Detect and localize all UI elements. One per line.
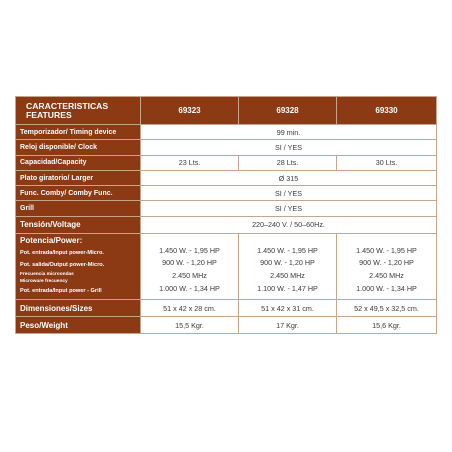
- turntable-value: Ø 315: [141, 170, 437, 185]
- power-value: 1.450 W. - 1,95 HP: [257, 245, 318, 255]
- power-value: 1.000 W. - 1,34 HP: [159, 283, 220, 293]
- dimensions-value: 51 x 42 x 28 cm.: [141, 300, 239, 317]
- timer-label: Temporizador/ Timing device: [16, 125, 141, 140]
- capacity-label: Capacidad/Capacity: [16, 155, 141, 170]
- dimensions-row: [16, 300, 437, 317]
- power-value: 2.450 MHz: [172, 270, 207, 280]
- power-value: 2.450 MHz: [270, 270, 305, 280]
- clock-label: Reloj disponible/ Clock: [16, 140, 141, 155]
- dimensions-label: Dimensiones/Sizes: [16, 300, 141, 317]
- power-value: 1.000 W. - 1,34 HP: [356, 283, 417, 293]
- power-values: [337, 233, 437, 299]
- power-value: 900 W. - 1,20 HP: [162, 258, 217, 268]
- combi-row: [16, 186, 437, 201]
- combi-label: Func. Comby/ Comby Func.: [16, 186, 141, 201]
- weight-row: [16, 317, 437, 334]
- power-value: 1.450 W. - 1,95 HP: [356, 245, 417, 255]
- model-header: 69323: [141, 97, 239, 125]
- voltage-label: Tensión/Voltage: [16, 216, 141, 233]
- timer-row: [16, 125, 437, 140]
- power-label-block: [16, 233, 141, 299]
- clock-value: SI / YES: [141, 140, 437, 155]
- power-line-input-micro: Pot. entrada/Input power-Micro.: [20, 249, 104, 256]
- features-heading-line1: CARACTERISTICAS: [26, 100, 109, 111]
- power-value: 900 W. - 1,20 HP: [359, 258, 414, 268]
- power-line-output-micro: Pot. salida/Output power-Micro.: [20, 262, 105, 269]
- dimensions-value: 51 x 42 x 31 cm.: [239, 300, 337, 317]
- features-heading-line2: FEATURES: [26, 109, 72, 120]
- power-line-frequency-en: Microware frecuency: [20, 278, 68, 284]
- power-line-frequency: [20, 272, 136, 285]
- grill-row: [16, 201, 437, 216]
- weight-label: Peso/Weight: [16, 317, 141, 334]
- combi-value: SI / YES: [141, 186, 437, 201]
- power-values: [141, 233, 239, 299]
- header-row: [16, 97, 437, 125]
- power-value: 1.450 W. - 1,95 HP: [159, 245, 220, 255]
- features-table: [15, 96, 437, 334]
- dimensions-value: 52 x 49,5 x 32,5 cm.: [337, 300, 437, 317]
- capacity-value: 23 Lts.: [141, 155, 239, 170]
- weight-value: 17 Kgr.: [239, 317, 337, 334]
- power-values: [239, 233, 337, 299]
- model-header: 69328: [239, 97, 337, 125]
- model-header: 69330: [337, 97, 437, 125]
- capacity-value: 30 Lts.: [337, 155, 437, 170]
- power-title: Potencia/Power:: [20, 235, 83, 245]
- power-line-frequency-es: Frecuencia microondas: [20, 272, 74, 278]
- power-line-input-grill: Pot. entrada/Input power - Grill: [20, 287, 102, 294]
- power-value: 2.450 MHz: [369, 270, 404, 280]
- power-row: [16, 233, 437, 299]
- weight-value: 15,5 Kgr.: [141, 317, 239, 334]
- voltage-value: 220–240 V. / 50–60Hz.: [141, 216, 437, 233]
- voltage-row: [16, 216, 437, 233]
- power-value: 900 W. - 1,20 HP: [260, 258, 315, 268]
- turntable-row: [16, 170, 437, 185]
- power-value: 1.100 W. - 1,47 HP: [257, 283, 318, 293]
- clock-row: [16, 140, 437, 155]
- grill-value: SI / YES: [141, 201, 437, 216]
- features-heading: [16, 97, 141, 125]
- timer-value: 99 min.: [141, 125, 437, 140]
- turntable-label: Plato giratorio/ Larger: [16, 170, 141, 185]
- grill-label: Grill: [16, 201, 141, 216]
- weight-value: 15,6 Kgr.: [337, 317, 437, 334]
- capacity-row: [16, 155, 437, 170]
- capacity-value: 28 Lts.: [239, 155, 337, 170]
